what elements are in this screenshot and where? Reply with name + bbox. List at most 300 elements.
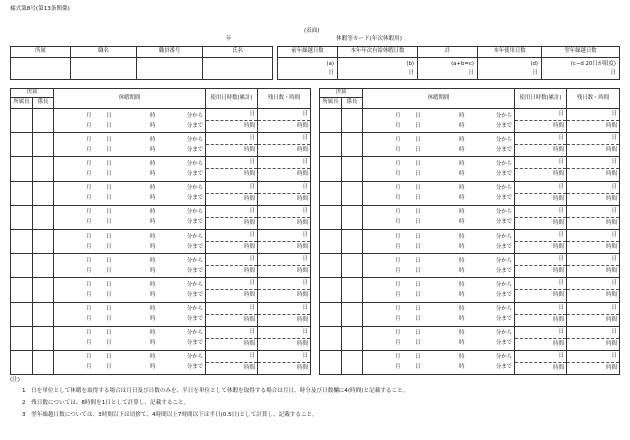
period-from-part: 分から xyxy=(495,281,513,288)
remaining-cell[interactable] xyxy=(567,302,620,326)
period-from-part: 月 xyxy=(395,233,401,240)
period-from-part: 日 xyxy=(415,306,421,313)
used-day-unit: 日 xyxy=(249,280,256,287)
period-to-part: 月 xyxy=(86,122,92,129)
period-to-part: 時 xyxy=(459,316,465,323)
section-head-stamp[interactable] xyxy=(33,229,54,253)
approval-header: 決裁 xyxy=(320,89,363,98)
section-head-stamp[interactable] xyxy=(33,350,54,374)
used-day-unit: 日 xyxy=(249,231,256,238)
period-to-part: 分まで xyxy=(495,340,513,347)
leave-row xyxy=(320,157,620,181)
period-from-part: 分から xyxy=(186,306,204,313)
period-from-part: 時 xyxy=(459,354,465,361)
leave-row xyxy=(11,205,311,229)
code-label: (a+b=c) xyxy=(451,61,474,67)
period-to-part: 時 xyxy=(459,170,465,177)
period-to-part: 時 xyxy=(459,364,465,371)
leave-row xyxy=(320,350,620,374)
period-from-part: 時 xyxy=(459,136,465,143)
remaining-day-unit: 日 xyxy=(302,231,309,238)
period-to-part: 時 xyxy=(150,170,156,177)
used-hour-unit: 時間 xyxy=(515,217,566,229)
section-head-stamp[interactable] xyxy=(342,278,363,302)
used-total-cell[interactable] xyxy=(206,205,258,229)
leave-row xyxy=(320,326,620,350)
remaining-cell[interactable] xyxy=(258,229,311,253)
period-from-part: 分から xyxy=(186,257,204,264)
used-total-cell[interactable] xyxy=(206,302,258,326)
used-hour-unit: 時間 xyxy=(515,289,566,301)
remaining-day-unit: 日 xyxy=(611,352,618,359)
remaining-day-unit: 日 xyxy=(611,328,618,335)
period-to-part: 分まで xyxy=(495,243,513,250)
days-info-table xyxy=(277,46,620,80)
used-day-unit: 日 xyxy=(249,135,256,142)
period-to-part: 時 xyxy=(459,219,465,226)
period-to-part: 時 xyxy=(459,195,465,202)
period-to-part: 日 xyxy=(106,364,112,371)
leave-row xyxy=(320,254,620,278)
section-head-stamp[interactable] xyxy=(342,133,363,157)
remaining-cell[interactable] xyxy=(258,278,311,302)
remaining-day-unit: 日 xyxy=(302,207,309,214)
period-to-part: 分まで xyxy=(186,340,204,347)
period-from-part: 時 xyxy=(459,185,465,192)
period-from-part: 分から xyxy=(495,136,513,143)
period-from-part: 時 xyxy=(150,281,156,288)
used-hour-unit: 時間 xyxy=(515,144,566,156)
remaining-cell[interactable] xyxy=(567,181,620,205)
period-to-part: 日 xyxy=(106,170,112,177)
period-from-part: 日 xyxy=(106,257,112,264)
remaining-day-unit: 日 xyxy=(302,256,309,263)
period-to-part: 分まで xyxy=(495,316,513,323)
period-header: 休暇期間 xyxy=(363,89,515,109)
period-to-part: 日 xyxy=(415,146,421,153)
period-to-part: 日 xyxy=(106,243,112,250)
used-hour-unit: 時間 xyxy=(515,314,566,326)
remaining-cell[interactable] xyxy=(258,254,311,278)
remaining-cell[interactable] xyxy=(567,133,620,157)
remaining-day-unit: 日 xyxy=(302,135,309,142)
period-from-part: 月 xyxy=(395,112,401,119)
remaining-hour-unit: 時間 xyxy=(567,168,619,180)
code-label: (b) xyxy=(406,61,414,67)
period-from-part: 月 xyxy=(86,136,92,143)
period-from-part: 日 xyxy=(415,257,421,264)
period-from-part: 月 xyxy=(86,306,92,313)
code-label: (a) xyxy=(326,61,334,67)
section-head-stamp[interactable] xyxy=(342,157,363,181)
period-to-part: 日 xyxy=(415,267,421,274)
period-from-part: 時 xyxy=(150,209,156,216)
leave-row xyxy=(11,278,311,302)
dept-head-stamp[interactable] xyxy=(11,181,33,205)
used-total-cell[interactable] xyxy=(206,326,258,350)
dept-head-stamp[interactable] xyxy=(11,133,33,157)
section-head-stamp[interactable] xyxy=(33,133,54,157)
used-hour-unit: 時間 xyxy=(206,362,257,374)
period-from-part: 分から xyxy=(495,257,513,264)
period-from-part: 分から xyxy=(495,330,513,337)
remaining-cell[interactable] xyxy=(258,133,311,157)
period-from-part: 分から xyxy=(186,112,204,119)
dept-head-stamp[interactable] xyxy=(320,350,342,374)
remaining-hour-unit: 時間 xyxy=(258,241,310,253)
section-head-stamp[interactable] xyxy=(342,326,363,350)
remaining-cell[interactable] xyxy=(567,205,620,229)
period-to-part: 月 xyxy=(395,340,401,347)
section-head-stamp[interactable] xyxy=(33,181,54,205)
remaining-cell[interactable] xyxy=(258,302,311,326)
dept-head-header: 所属長 xyxy=(11,98,33,109)
used-hour-unit: 時間 xyxy=(515,265,566,277)
note-item: 1 日を単位として休暇を取得する場合は月日及び日数のみを、半日を単位として休暇を取得する場合は月日、時分及び日数欄に4(時間)と記載すること。 xyxy=(22,388,409,394)
period-to-part: 分まで xyxy=(186,267,204,274)
remaining-day-unit: 日 xyxy=(302,352,309,359)
remaining-cell[interactable] xyxy=(258,205,311,229)
section-head-stamp[interactable] xyxy=(33,254,54,278)
used-days-field[interactable] xyxy=(478,58,542,80)
period-from-part: 日 xyxy=(106,354,112,361)
period-to-part: 時 xyxy=(150,219,156,226)
period-from-part: 時 xyxy=(459,257,465,264)
carryover-days-field[interactable] xyxy=(278,58,338,80)
period-to-part: 日 xyxy=(106,219,112,226)
used-total-cell[interactable] xyxy=(515,109,567,133)
leave-row xyxy=(11,254,311,278)
used-total-cell[interactable] xyxy=(515,254,567,278)
period-from-part: 月 xyxy=(86,257,92,264)
form-number: 様式第8号(第13条関係) xyxy=(10,6,70,12)
dept-head-stamp[interactable] xyxy=(11,326,33,350)
dept-head-stamp[interactable] xyxy=(320,157,342,181)
dept-field[interactable] xyxy=(11,58,71,80)
total-days-field[interactable] xyxy=(418,58,478,80)
remaining-cell[interactable] xyxy=(258,109,311,133)
period-from-part: 日 xyxy=(106,306,112,313)
year-label: 年 xyxy=(226,36,232,42)
side-label: (表面) xyxy=(304,28,320,34)
period-from-part: 分から xyxy=(495,160,513,167)
used-total-cell[interactable] xyxy=(515,229,567,253)
remaining-cell[interactable] xyxy=(567,229,620,253)
period-from-part: 月 xyxy=(86,330,92,337)
dept-head-stamp[interactable] xyxy=(320,229,342,253)
remaining-hour-unit: 時間 xyxy=(567,314,619,326)
period-to-part: 月 xyxy=(86,219,92,226)
period-to-part: 月 xyxy=(395,170,401,177)
period-from-part: 時 xyxy=(150,257,156,264)
period-to-part: 時 xyxy=(150,267,156,274)
dept-head-stamp[interactable] xyxy=(11,205,33,229)
period-to-part: 月 xyxy=(395,195,401,202)
period-from-part: 日 xyxy=(415,233,421,240)
period-from-part: 分から xyxy=(186,233,204,240)
dept-head-stamp[interactable] xyxy=(320,254,342,278)
period-to-part: 月 xyxy=(86,267,92,274)
position-field[interactable] xyxy=(71,58,137,80)
period-to-part: 時 xyxy=(459,340,465,347)
period-from-part: 時 xyxy=(459,330,465,337)
section-head-stamp[interactable] xyxy=(33,157,54,181)
used-day-unit: 日 xyxy=(249,159,256,166)
used-total-cell[interactable] xyxy=(206,229,258,253)
period-from-part: 日 xyxy=(415,160,421,167)
used-hour-unit: 時間 xyxy=(206,289,257,301)
period-to-part: 分まで xyxy=(186,291,204,298)
leave-row xyxy=(11,350,311,374)
leave-row xyxy=(11,133,311,157)
leave-row xyxy=(320,133,620,157)
header-carryover: 前年繰越日数 xyxy=(278,47,338,58)
approval-header: 決裁 xyxy=(11,89,54,98)
code-label: (c−d 20日が限度) xyxy=(570,61,616,67)
section-head-stamp[interactable] xyxy=(342,350,363,374)
period-to-part: 分まで xyxy=(495,291,513,298)
annual-days-field[interactable] xyxy=(338,58,418,80)
period-from-part: 時 xyxy=(150,330,156,337)
period-to-part: 月 xyxy=(86,316,92,323)
remaining-cell[interactable] xyxy=(567,278,620,302)
remaining-cell[interactable] xyxy=(258,326,311,350)
leave-row xyxy=(11,109,311,133)
used-total-cell[interactable] xyxy=(515,278,567,302)
period-to-part: 日 xyxy=(415,243,421,250)
period-from-part: 日 xyxy=(106,330,112,337)
dept-head-stamp[interactable] xyxy=(320,302,342,326)
period-from-part: 月 xyxy=(86,281,92,288)
leave-row xyxy=(320,205,620,229)
dept-head-stamp[interactable] xyxy=(11,302,33,326)
used-hour-unit: 時間 xyxy=(206,193,257,205)
remaining-day-unit: 日 xyxy=(302,111,309,117)
period-to-part: 分まで xyxy=(495,364,513,371)
period-from-part: 月 xyxy=(395,330,401,337)
used-hour-unit: 時間 xyxy=(206,338,257,350)
remaining-hour-unit: 時間 xyxy=(258,193,310,205)
leave-table-left xyxy=(10,88,311,375)
remaining-hour-unit: 時間 xyxy=(567,338,619,350)
leave-row xyxy=(320,229,620,253)
used-total-cell[interactable] xyxy=(206,109,258,133)
used-total-cell[interactable] xyxy=(206,350,258,374)
used-total-cell[interactable] xyxy=(206,278,258,302)
used-day-unit: 日 xyxy=(249,352,256,359)
dept-head-stamp[interactable] xyxy=(11,254,33,278)
period-to-part: 日 xyxy=(106,195,112,202)
period-from-part: 日 xyxy=(106,233,112,240)
section-head-stamp[interactable] xyxy=(33,326,54,350)
period-to-part: 時 xyxy=(459,243,465,250)
period-to-part: 分まで xyxy=(186,122,204,129)
period-to-part: 月 xyxy=(86,243,92,250)
remaining-hour-unit: 時間 xyxy=(567,362,619,374)
dept-head-stamp[interactable] xyxy=(320,278,342,302)
used-total-cell[interactable] xyxy=(515,133,567,157)
used-day-unit: 日 xyxy=(249,256,256,263)
remaining-header: 残日数・時間 xyxy=(567,89,620,109)
period-to-part: 分まで xyxy=(186,316,204,323)
header-total: 計 xyxy=(418,47,478,58)
dept-head-stamp[interactable] xyxy=(320,326,342,350)
used-total-header: 使用日時数(累計) xyxy=(206,89,258,109)
note-item: 3 翌年繰越日数については、3時間以下は切捨て、4時間以上7時間以下は半日(0.5日)として計算し、記載すること。 xyxy=(22,412,318,418)
period-to-part: 時 xyxy=(459,267,465,274)
period-from-part: 月 xyxy=(395,185,401,192)
remaining-hour-unit: 時間 xyxy=(567,289,619,301)
remaining-day-unit: 日 xyxy=(611,256,618,263)
remaining-day-unit: 日 xyxy=(611,231,618,238)
used-day-unit: 日 xyxy=(558,304,565,311)
used-total-cell[interactable] xyxy=(515,326,567,350)
period-to-part: 時 xyxy=(150,122,156,129)
used-total-cell[interactable] xyxy=(515,205,567,229)
used-total-cell[interactable] xyxy=(515,302,567,326)
period-from-part: 分から xyxy=(495,306,513,313)
dept-head-stamp[interactable] xyxy=(11,157,33,181)
period-from-part: 日 xyxy=(415,185,421,192)
period-from-part: 月 xyxy=(395,136,401,143)
period-from-part: 時 xyxy=(150,306,156,313)
period-from-part: 分から xyxy=(495,354,513,361)
period-to-part: 日 xyxy=(415,316,421,323)
period-to-part: 時 xyxy=(150,243,156,250)
remaining-day-unit: 日 xyxy=(302,304,309,311)
period-from-part: 時 xyxy=(150,354,156,361)
name-field[interactable] xyxy=(203,58,273,80)
page-title: 休暇等カード(年次休暇用) xyxy=(336,36,402,42)
dept-head-stamp[interactable] xyxy=(320,205,342,229)
remaining-hour-unit: 時間 xyxy=(258,217,310,229)
used-day-unit: 日 xyxy=(249,183,256,190)
dept-head-stamp[interactable] xyxy=(11,229,33,253)
period-from-part: 月 xyxy=(395,281,401,288)
period-to-part: 日 xyxy=(106,267,112,274)
remaining-cell[interactable] xyxy=(258,350,311,374)
remaining-cell[interactable] xyxy=(258,181,311,205)
used-hour-unit: 時間 xyxy=(515,120,566,132)
period-to-part: 月 xyxy=(395,291,401,298)
used-day-unit: 日 xyxy=(558,159,565,166)
period-to-part: 分まで xyxy=(495,146,513,153)
next-carryover-field[interactable] xyxy=(542,58,620,80)
remaining-day-unit: 日 xyxy=(611,304,618,311)
section-head-stamp[interactable] xyxy=(342,109,363,133)
remaining-hour-unit: 時間 xyxy=(567,217,619,229)
period-to-part: 月 xyxy=(395,364,401,371)
period-from-part: 分から xyxy=(186,160,204,167)
remaining-day-unit: 日 xyxy=(302,328,309,335)
remaining-hour-unit: 時間 xyxy=(258,289,310,301)
period-from-part: 分から xyxy=(495,112,513,119)
remaining-cell[interactable] xyxy=(567,109,620,133)
used-total-cell[interactable] xyxy=(515,157,567,181)
remaining-day-unit: 日 xyxy=(611,111,618,117)
used-day-unit: 日 xyxy=(249,111,256,117)
period-to-part: 月 xyxy=(86,170,92,177)
section-head-stamp[interactable] xyxy=(342,302,363,326)
employee-no-field[interactable] xyxy=(137,58,203,80)
section-head-stamp[interactable] xyxy=(33,205,54,229)
section-head-stamp[interactable] xyxy=(342,205,363,229)
dept-head-stamp[interactable] xyxy=(320,181,342,205)
section-head-header: 係長 xyxy=(33,98,54,109)
period-to-part: 日 xyxy=(106,316,112,323)
period-to-part: 日 xyxy=(106,340,112,347)
day-unit: 日 xyxy=(408,70,414,77)
section-head-stamp[interactable] xyxy=(342,181,363,205)
used-total-cell[interactable] xyxy=(206,157,258,181)
section-head-stamp[interactable] xyxy=(33,278,54,302)
dept-head-stamp[interactable] xyxy=(320,133,342,157)
dept-head-stamp[interactable] xyxy=(11,109,33,133)
used-hour-unit: 時間 xyxy=(515,193,566,205)
day-unit: 日 xyxy=(328,70,334,77)
period-to-part: 時 xyxy=(459,291,465,298)
leave-table-right xyxy=(319,88,620,375)
remaining-cell[interactable] xyxy=(567,326,620,350)
used-day-unit: 日 xyxy=(558,111,565,117)
period-to-part: 分まで xyxy=(495,219,513,226)
leave-row xyxy=(11,157,311,181)
used-day-unit: 日 xyxy=(558,352,565,359)
used-total-cell[interactable] xyxy=(515,181,567,205)
period-to-part: 時 xyxy=(459,146,465,153)
used-total-cell[interactable] xyxy=(515,350,567,374)
dept-head-stamp[interactable] xyxy=(11,350,33,374)
period-to-part: 時 xyxy=(150,291,156,298)
remaining-cell[interactable] xyxy=(567,157,620,181)
used-hour-unit: 時間 xyxy=(206,144,257,156)
dept-head-stamp[interactable] xyxy=(11,278,33,302)
remaining-cell[interactable] xyxy=(258,157,311,181)
period-from-part: 月 xyxy=(86,209,92,216)
remaining-hour-unit: 時間 xyxy=(567,193,619,205)
period-to-part: 時 xyxy=(459,122,465,129)
section-head-stamp[interactable] xyxy=(342,254,363,278)
used-total-cell[interactable] xyxy=(206,181,258,205)
leave-row xyxy=(11,326,311,350)
section-head-stamp[interactable] xyxy=(342,229,363,253)
remaining-hour-unit: 時間 xyxy=(567,241,619,253)
section-head-stamp[interactable] xyxy=(33,109,54,133)
remaining-cell[interactable] xyxy=(567,254,620,278)
period-from-part: 月 xyxy=(395,257,401,264)
dept-head-stamp[interactable] xyxy=(320,109,342,133)
period-to-part: 日 xyxy=(415,170,421,177)
remaining-day-unit: 日 xyxy=(611,280,618,287)
period-from-part: 分から xyxy=(495,233,513,240)
period-from-part: 時 xyxy=(459,209,465,216)
used-day-unit: 日 xyxy=(558,256,565,263)
section-head-header: 係長 xyxy=(342,98,363,109)
notes-heading: (注) xyxy=(10,377,20,383)
code-label: (d) xyxy=(530,61,538,67)
staff-info-table xyxy=(10,46,273,80)
dept-head-header: 所属長 xyxy=(320,98,342,109)
used-total-cell[interactable] xyxy=(206,133,258,157)
used-hour-unit: 時間 xyxy=(206,120,257,132)
period-from-part: 時 xyxy=(150,160,156,167)
used-total-cell[interactable] xyxy=(206,254,258,278)
used-day-unit: 日 xyxy=(249,207,256,214)
used-total-header: 使用日時数(累計) xyxy=(515,89,567,109)
remaining-cell[interactable] xyxy=(567,350,620,374)
period-from-part: 分から xyxy=(186,185,204,192)
section-head-stamp[interactable] xyxy=(33,302,54,326)
